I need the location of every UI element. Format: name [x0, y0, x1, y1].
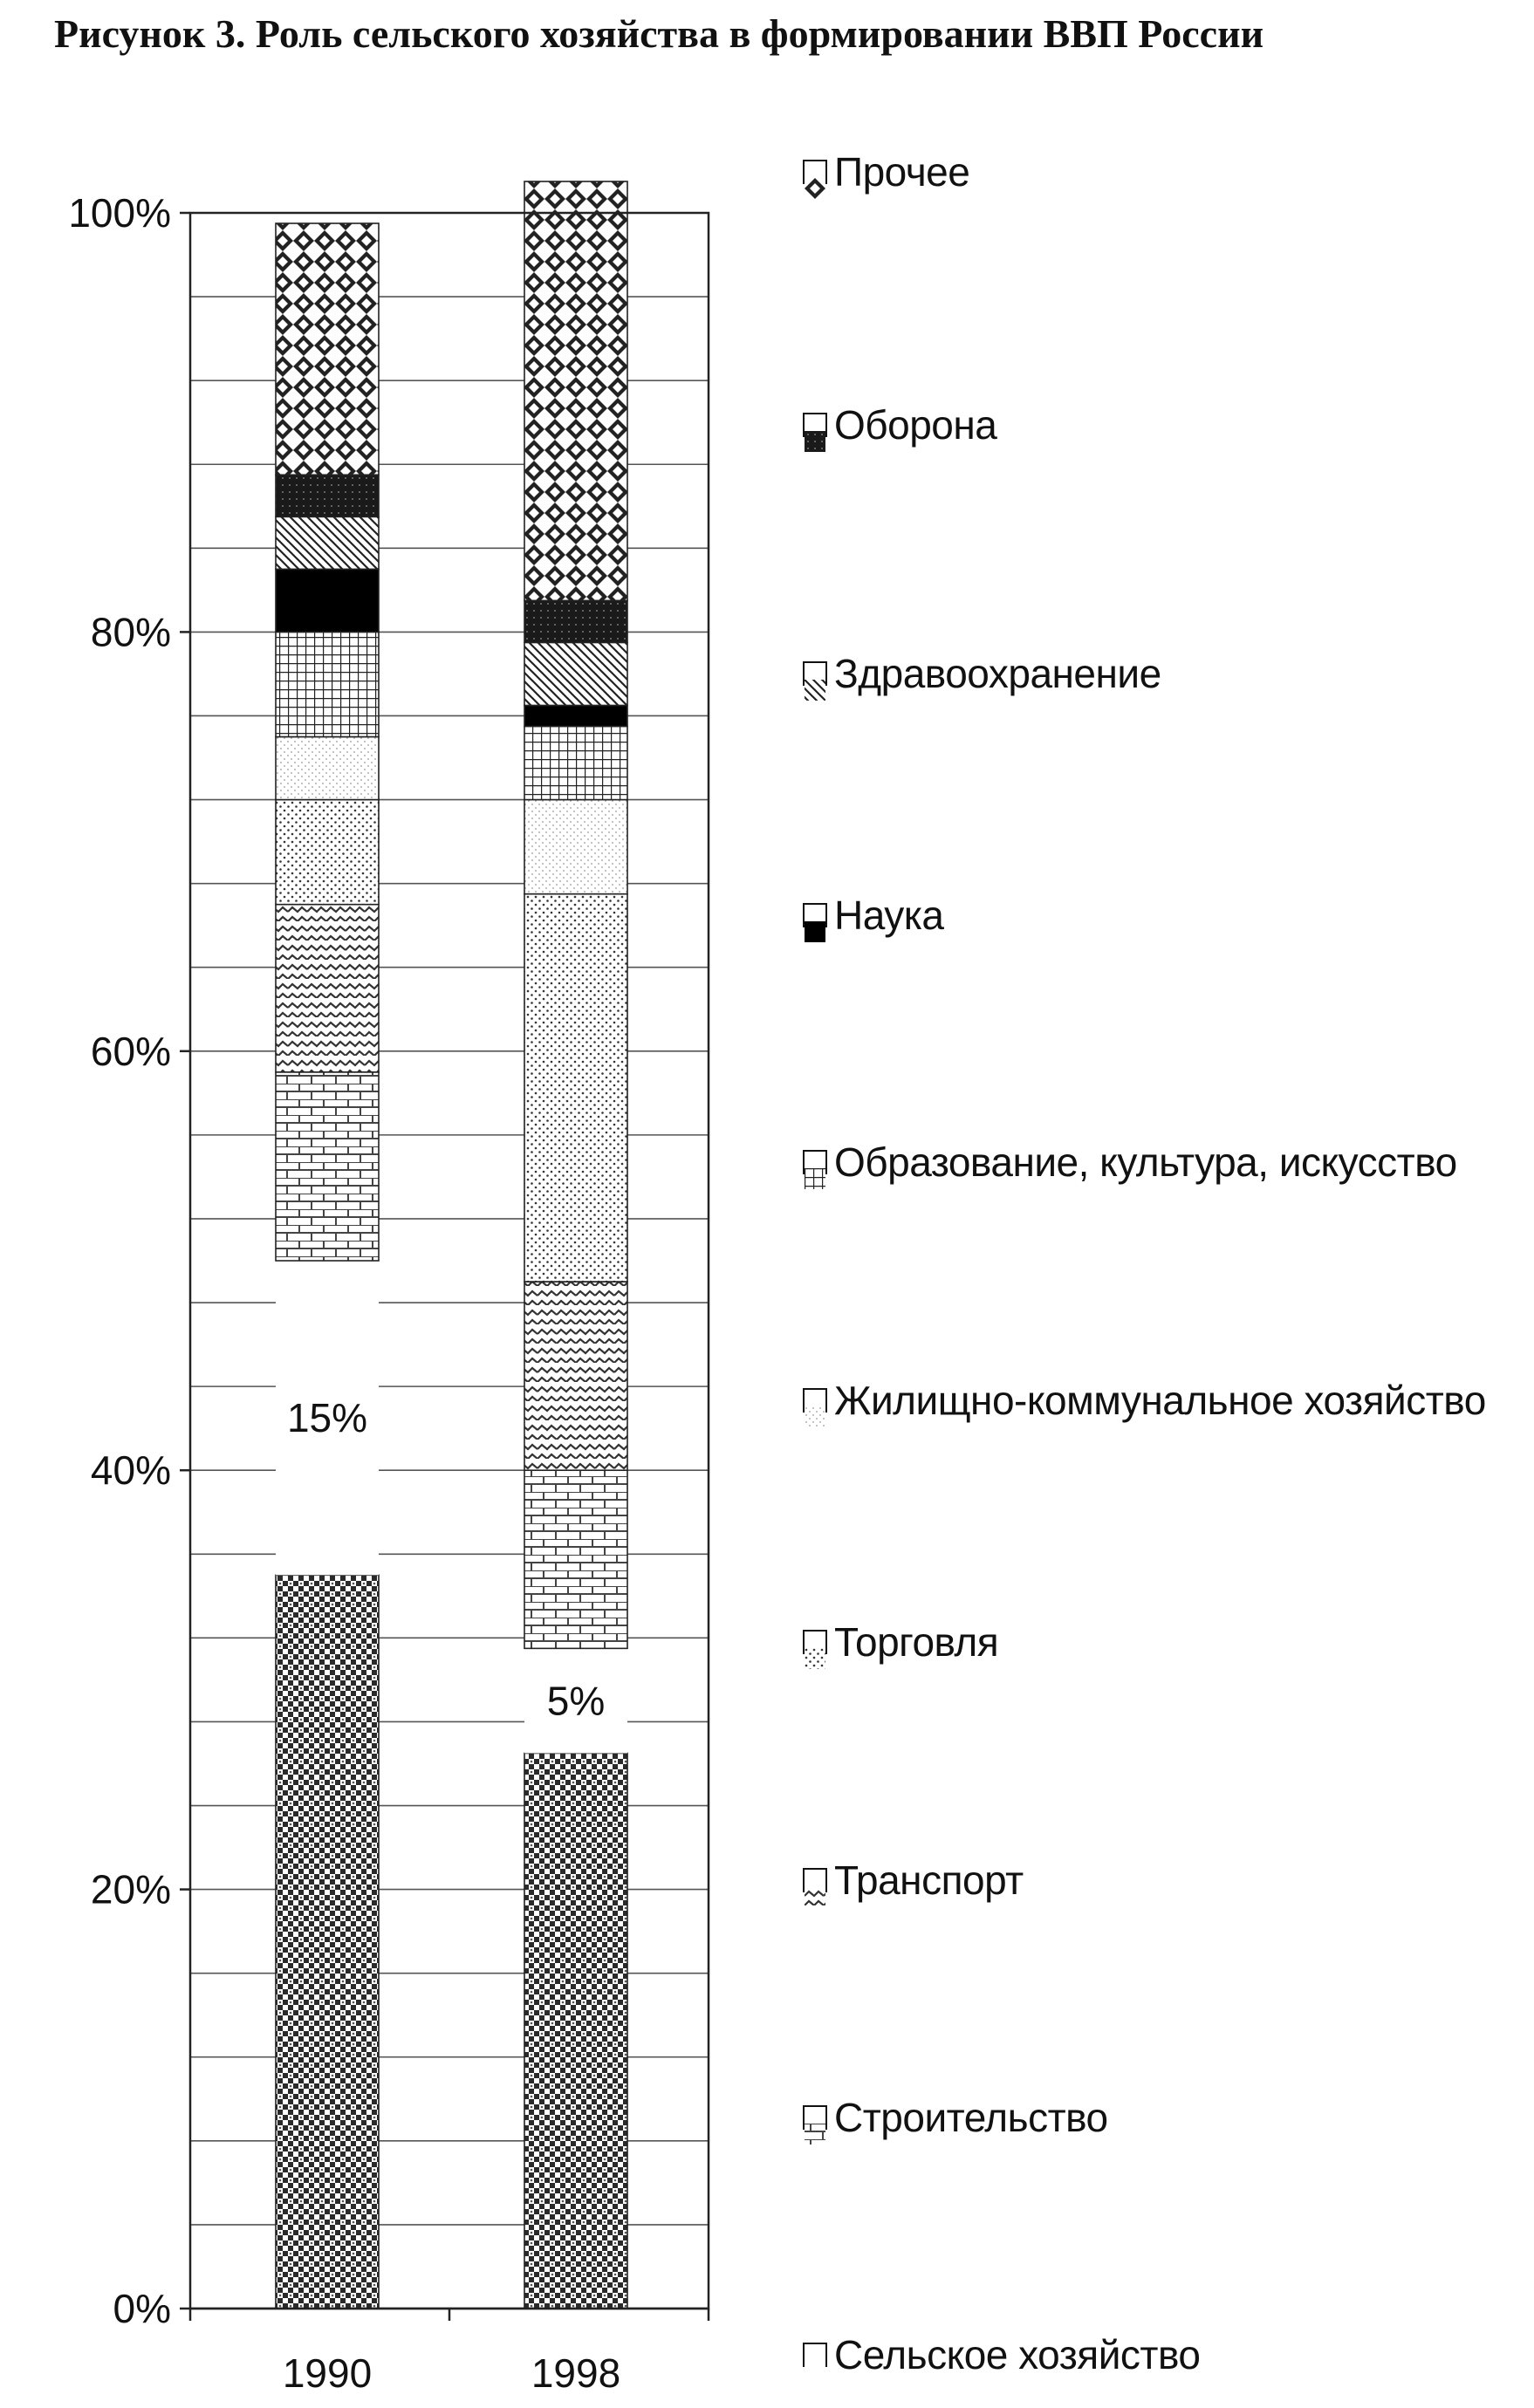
bar-segment-1990-0 [276, 1575, 379, 2309]
bar-segment-1998-9 [524, 600, 627, 642]
bar-segment-1990-2 [276, 1072, 379, 1261]
legend-label: Торговля [834, 1619, 999, 1665]
chart-title: Рисунок 3. Роль сельского хозяйства в формировании ВВП России [54, 11, 1264, 56]
legend-item [803, 650, 1161, 697]
x-tick-label: 1990 [282, 2350, 373, 2396]
bar-segment-1990-5 [276, 737, 379, 800]
legend-item [803, 148, 969, 195]
legend-swatch [803, 413, 827, 437]
legend-item [803, 1377, 1486, 1424]
legend-item [803, 1857, 1024, 1904]
legend-swatch [803, 1630, 827, 1654]
bars [276, 181, 627, 2309]
bar-segment-1990-10 [276, 223, 379, 475]
legend-swatch [803, 1388, 827, 1413]
data-label: 5% [546, 1678, 606, 1724]
legend-swatch [803, 2105, 827, 2130]
bar-segment-1990-4 [276, 800, 379, 905]
y-tick-label: 0% [113, 2286, 171, 2331]
y-tick-label: 20% [90, 1866, 171, 1912]
legend-label: Образование, культура, искусство [834, 1139, 1457, 1185]
legend-item [803, 401, 996, 448]
bar-segment-1990-3 [276, 905, 379, 1072]
data-label: 15% [286, 1395, 368, 1441]
bar-segment-1998-2 [524, 1470, 627, 1648]
y-tick-label: 100% [68, 190, 171, 236]
legend-item [803, 892, 944, 939]
bar-segment-1990-6 [276, 632, 379, 736]
bar-segment-1998-5 [524, 800, 627, 894]
gridlines [190, 213, 709, 2309]
bar-segment-1990-8 [276, 516, 379, 569]
legend-label: Наука [834, 893, 944, 938]
legend-label: Прочее [834, 149, 970, 195]
legend-swatch [803, 2343, 827, 2367]
legend-label: Оборона [834, 402, 997, 448]
legend-swatch [803, 1868, 827, 1892]
bar-segment-1990-9 [276, 475, 379, 516]
bar-segment-1998-10 [524, 181, 627, 600]
legend-label: Строительство [834, 2095, 1108, 2140]
bar-segment-1998-8 [524, 642, 627, 705]
x-tick-label: 1998 [531, 2350, 621, 2396]
bar-segment-1990-7 [276, 569, 379, 632]
legend-swatch [803, 903, 827, 927]
legend-label: Здравоохранение [834, 651, 1161, 696]
legend-label: Жилищно-коммунальное хозяйство [834, 1378, 1486, 1423]
plot-area [190, 213, 709, 2309]
legend-item [803, 2094, 1108, 2141]
bar-segment-1998-6 [524, 726, 627, 799]
legend-item [803, 1139, 1457, 1186]
bar-segment-1998-0 [524, 1753, 627, 2309]
y-tick-label: 40% [90, 1447, 171, 1494]
y-tick-label: 80% [90, 609, 171, 655]
legend-swatch [803, 160, 827, 184]
bar-segment-1998-3 [524, 1282, 627, 1470]
legend-swatch [803, 1150, 827, 1174]
legend-item [803, 1618, 998, 1666]
legend-item [803, 2331, 1201, 2378]
y-tick-label: 60% [90, 1028, 171, 1074]
legend-swatch [803, 661, 827, 686]
legend-label: Сельское хозяйство [834, 2332, 1201, 2377]
legend-label: Транспорт [834, 1857, 1024, 1903]
bar-segment-1998-7 [524, 705, 627, 726]
bar-segment-1998-4 [524, 894, 627, 1282]
